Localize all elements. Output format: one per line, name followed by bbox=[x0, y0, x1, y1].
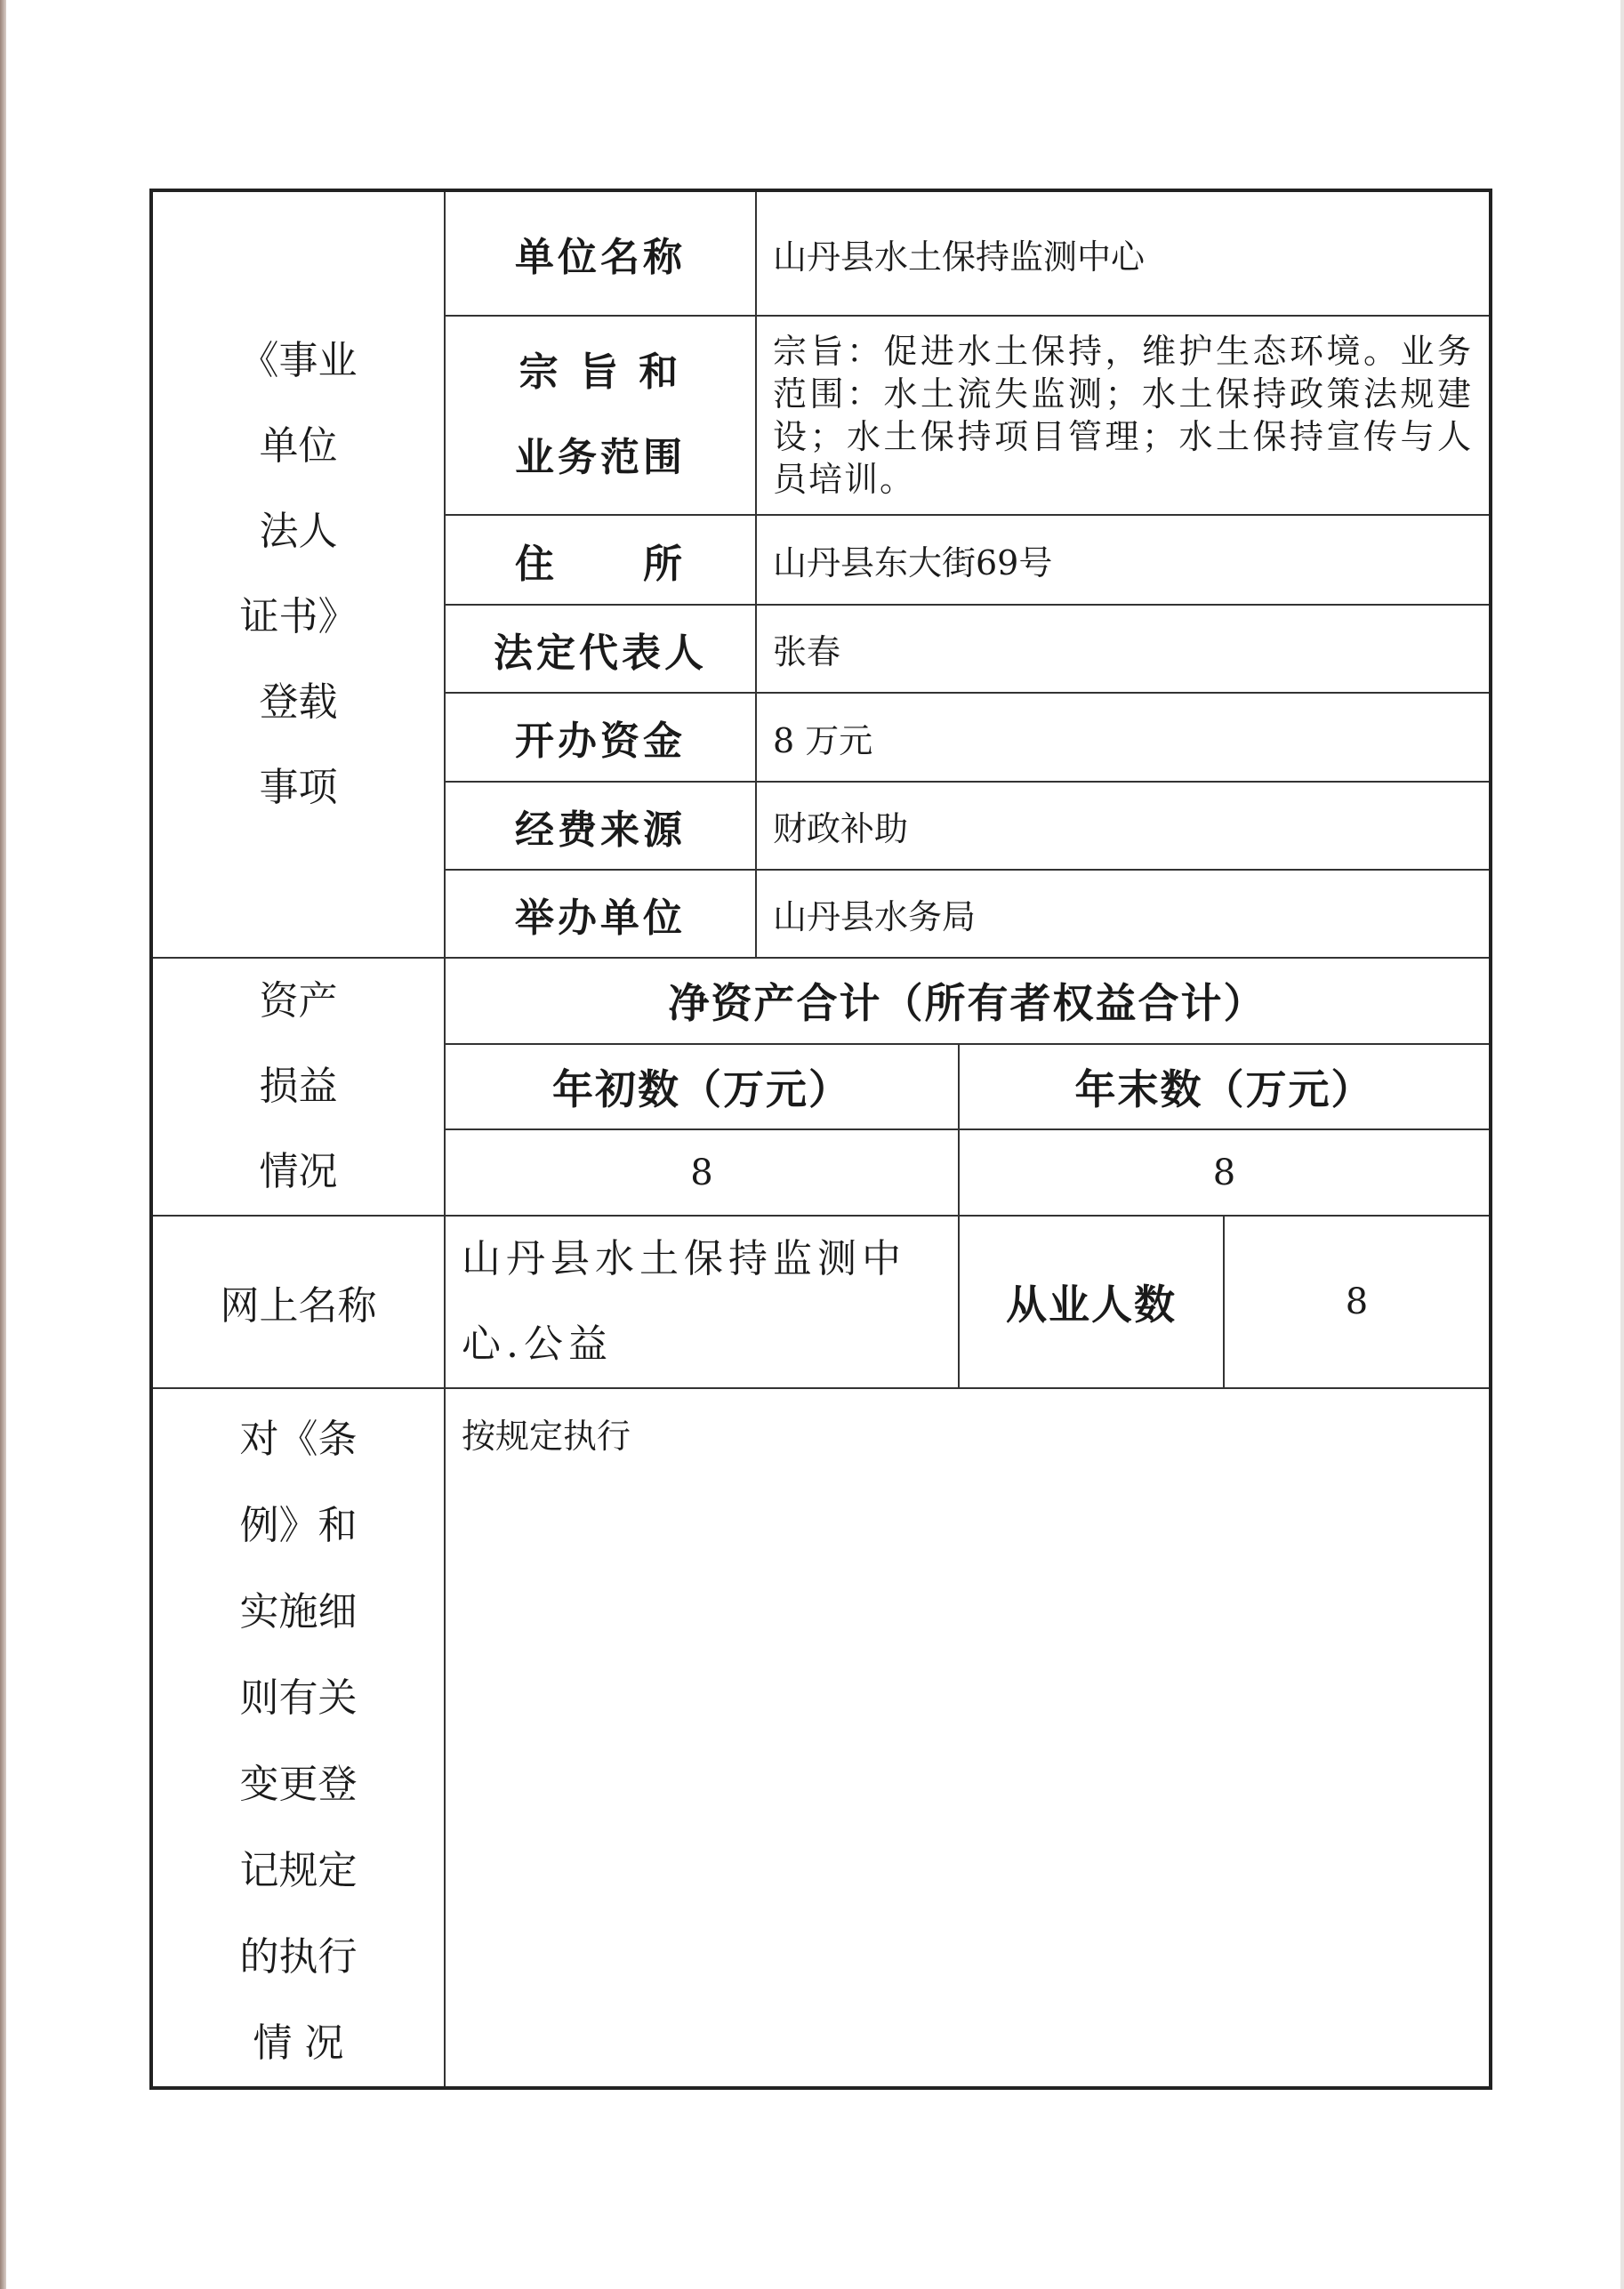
page-edge-right bbox=[1620, 0, 1624, 2289]
capital-value: 8 万元 bbox=[756, 693, 1491, 782]
assets-title-line: 情况 bbox=[259, 1149, 338, 1194]
begin-year-value: 8 bbox=[445, 1129, 959, 1216]
online-name-label: 网上名称 bbox=[151, 1216, 445, 1388]
assets-section-title bbox=[151, 958, 445, 1216]
legal-rep-label: 法定代表人 bbox=[445, 605, 756, 693]
staff-count-label: 从业人数 bbox=[959, 1216, 1224, 1388]
net-assets-header: 净资产合计（所有者权益合计） bbox=[445, 958, 1491, 1044]
assets-title-line: 损益 bbox=[259, 1064, 338, 1109]
row-unit-name bbox=[151, 190, 1491, 316]
section-title-line: 证书》 bbox=[239, 594, 358, 639]
assets-title-line: 资产 bbox=[259, 978, 338, 1024]
funding-source-value: 财政补助 bbox=[756, 782, 1491, 870]
section-title-line: 法人 bbox=[259, 509, 338, 554]
section-title-line: 《事业 bbox=[239, 338, 358, 383]
end-year-value: 8 bbox=[959, 1129, 1491, 1216]
purpose-label-line: 业务范围 bbox=[515, 435, 686, 480]
page-edge-shadow bbox=[0, 0, 6, 2289]
staff-count-value: 8 bbox=[1224, 1216, 1491, 1388]
online-name-line: 心.公益 bbox=[462, 1321, 613, 1367]
address-value: 山丹县东大街69号 bbox=[756, 515, 1491, 605]
section-title-line: 登载 bbox=[259, 679, 338, 725]
execution-label-line: 记规定 bbox=[239, 1848, 358, 1893]
online-name-line: 山丹县水土保持监测中 bbox=[462, 1236, 906, 1281]
execution-label-line: 情 况 bbox=[253, 2020, 344, 2066]
registration-form-table bbox=[149, 189, 1492, 2090]
begin-year-label: 年初数（万元） bbox=[445, 1044, 959, 1130]
row-execution bbox=[151, 1388, 1491, 2088]
end-year-label: 年末数（万元） bbox=[959, 1044, 1491, 1130]
section-title-line: 单位 bbox=[259, 423, 338, 469]
execution-label-line: 则有关 bbox=[239, 1675, 358, 1721]
legal-rep-value: 张春 bbox=[756, 605, 1491, 693]
execution-label-line: 例》和 bbox=[239, 1503, 358, 1548]
execution-label bbox=[151, 1388, 445, 2088]
execution-label-line: 对《条 bbox=[239, 1417, 358, 1462]
section-title-line: 事项 bbox=[259, 765, 338, 810]
sponsor-label: 举办单位 bbox=[445, 870, 756, 958]
purpose-label bbox=[445, 316, 756, 515]
registration-section-title bbox=[151, 190, 445, 958]
sponsor-value: 山丹县水务局 bbox=[756, 870, 1491, 958]
funding-source-label: 经费来源 bbox=[445, 782, 756, 870]
capital-label: 开办资金 bbox=[445, 693, 756, 782]
unit-name-value: 山丹县水土保持监测中心 bbox=[756, 190, 1491, 316]
purpose-label-line: 宗 旨 和 bbox=[519, 349, 682, 395]
execution-label-line: 变更登 bbox=[239, 1762, 358, 1807]
purpose-value: 宗旨：促进水土保持，维护生态环境。业务范围：水土流失监测；水土保持政策法规建设；水土保持项目管理；水土保持宣传与人员培训。 bbox=[756, 316, 1491, 515]
execution-label-line: 实施细 bbox=[239, 1589, 358, 1634]
execution-label-line: 的执行 bbox=[239, 1934, 358, 1980]
row-assets-header bbox=[151, 958, 1491, 1044]
row-online-name bbox=[151, 1216, 1491, 1388]
execution-value: 按规定执行 bbox=[445, 1388, 1491, 2088]
online-name-value bbox=[445, 1216, 959, 1388]
address-label: 住 所 bbox=[445, 515, 756, 605]
unit-name-label: 单位名称 bbox=[445, 190, 756, 316]
